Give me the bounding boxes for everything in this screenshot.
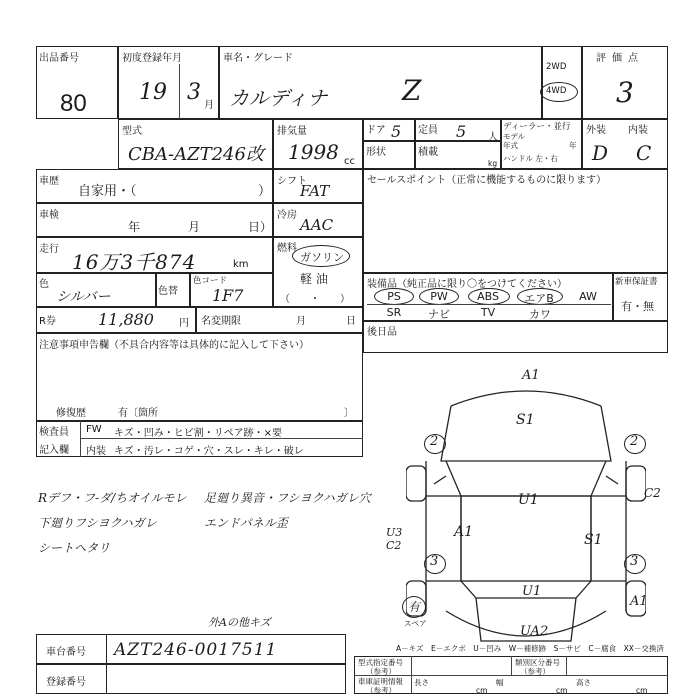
spec-cert-label: 車庫証明情報 <box>358 677 403 686</box>
spec-len-label: 長さ <box>414 678 429 687</box>
wheel-rl-mark: 3 <box>430 554 439 569</box>
displacement-unit: cc <box>344 156 355 167</box>
capacity-label: 定員 <box>418 125 438 136</box>
chassis-value: AZT246-0017511 <box>114 640 278 660</box>
spec-len-unit: cm <box>476 686 488 695</box>
shift-label: シフト <box>277 176 307 187</box>
spec-width-label: 幅 <box>496 678 504 687</box>
repair-value: 有〔箇所 <box>118 408 158 419</box>
equip-pw: PW <box>430 290 448 303</box>
note-line1a: Rデフ・フ-ダ/ちオイルモレ <box>38 491 187 505</box>
mileage-unit: km <box>233 259 249 270</box>
roof-shape <box>461 496 591 581</box>
equip-ps: PS <box>387 290 401 303</box>
doors-value: 5 <box>391 122 402 141</box>
history-value: 自家用・（ <box>78 184 137 199</box>
auction-sheet <box>36 46 668 694</box>
registration-year: 19 <box>139 80 167 105</box>
rear-seat-label: 後日品 <box>367 327 397 338</box>
fuel-paren: （ ・ ） <box>280 294 350 305</box>
deadline-label: 名変期限 <box>201 316 241 327</box>
spec-height-unit: cm <box>636 686 648 695</box>
fw-label: FW <box>86 424 102 435</box>
equip-ps-circle <box>374 288 414 305</box>
interior-value: C <box>636 141 652 165</box>
aircon-label: 冷房 <box>277 210 297 221</box>
equip-tv: TV <box>480 306 496 319</box>
score-value: 3 <box>616 76 634 109</box>
equip-abs-circle <box>468 288 510 305</box>
fuel-value: ガソリン <box>300 251 344 264</box>
rear-seat-cell <box>363 321 668 353</box>
model-year-unit: 年 <box>569 141 577 150</box>
wheel-fr-shape <box>626 466 646 501</box>
fuel-label: 燃料 <box>277 243 297 254</box>
car-name-value: カルディナ <box>229 86 328 110</box>
registration-label: 初度登録年月 <box>122 53 182 64</box>
drive-2wd: 2WD <box>546 62 567 72</box>
fw-items: キズ・凹み・ヒビ割・リペア跡・×要 <box>114 428 282 439</box>
warranty-value: 有・無 <box>621 300 654 313</box>
equip-leather: カワ <box>529 308 551 321</box>
sales-point-label: セールスポイント（正常に機能するものに限ります） <box>367 175 607 186</box>
exterior-value: D <box>592 141 609 165</box>
mark-side-left: A1 <box>454 524 474 540</box>
mark-rear-right: A1 <box>630 594 648 609</box>
wheel-fl-mark: 2 <box>430 434 439 449</box>
spec-class-label: 類別区分番号 <box>515 658 560 667</box>
drive-4wd: 4WD <box>546 86 567 96</box>
history-label: 車歴 <box>39 176 59 187</box>
lot-number: 80 <box>60 90 87 117</box>
inspection-month: 月 <box>188 220 201 234</box>
front-bumper-shape <box>451 391 601 406</box>
equipment-label: 装備品（純正品に限り〇をつけてください） <box>367 279 567 290</box>
car-grade-value: Z <box>402 74 422 107</box>
aircon-value: AAC <box>300 216 334 234</box>
mirror-right-shape <box>606 476 618 484</box>
chassis-label: 車台番号 <box>46 647 86 658</box>
recycle-label: R券 <box>39 316 56 327</box>
model-label: 型式 <box>122 126 142 137</box>
mark-top: A1 <box>522 368 540 383</box>
wheel-fr-mark: 2 <box>630 434 639 449</box>
entry-label: 記入欄 <box>39 445 69 456</box>
registration-month-unit: 月 <box>204 100 214 111</box>
mileage-label: 走行 <box>39 244 59 255</box>
equip-airbag: エアB <box>524 292 554 305</box>
color-change-label: 色替 <box>158 286 178 297</box>
fuel-option: 軽 油 <box>300 272 328 286</box>
mark-roof: U1 <box>518 492 539 508</box>
history-close: ） <box>258 184 272 199</box>
repair-label: 修復歴 <box>56 408 86 419</box>
car-name-label: 車名・グレード <box>223 53 293 64</box>
displacement-label: 排気量 <box>277 126 307 137</box>
notes-label: 注意事項申告欄（不具合内容等は具体的に記入して下さい） <box>39 340 309 351</box>
note-line3: シートヘタリ <box>38 541 111 555</box>
load-label: 積載 <box>418 147 438 158</box>
spec-model-label: 型式指定番号 <box>358 658 403 667</box>
regno-label: 登録番号 <box>46 677 86 688</box>
score-label: 評価点 <box>596 53 644 64</box>
mileage-value: 16万3千874 <box>72 250 197 274</box>
legend: A－キズ E－エクボ U－凹み W－補修跡 S－サビ C－腐食 XX－交換済 <box>396 644 664 653</box>
model-year-label2: 年式 <box>503 141 518 150</box>
history-cell <box>36 169 273 203</box>
doors-label: ドア <box>366 125 386 136</box>
mark-hood: S1 <box>516 412 535 428</box>
displacement-value: 1998 <box>288 140 339 164</box>
note-line4: 外Aの他キズ <box>208 616 271 629</box>
spec-v3 <box>566 656 567 675</box>
spec-ref3: （参考） <box>366 686 396 695</box>
interior-label: 内装 <box>628 125 648 136</box>
inspection-cell <box>36 203 273 237</box>
mark-bottom-left: 有 <box>408 600 421 614</box>
interior-insp-label: 内装 <box>86 446 106 457</box>
equip-abs: ABS <box>477 290 499 303</box>
shift-value: FAT <box>300 182 330 200</box>
lot-label: 出品番号 <box>39 53 79 64</box>
exterior-label: 外装 <box>586 125 606 136</box>
repair-close: 〕 <box>344 408 354 419</box>
interior-items: キズ・汚レ・コゲ・穴・スレ・キレ・破レ <box>114 446 304 457</box>
equip-airbag-circle <box>517 288 563 305</box>
spec-v1 <box>411 656 412 694</box>
mirror-left-shape <box>434 476 446 484</box>
inspection-day: 日） <box>248 220 273 234</box>
shape-label: 形状 <box>366 147 386 158</box>
inspector-vdivider <box>80 421 81 457</box>
wheel-fl-shape <box>406 466 426 501</box>
equip-aw: AW <box>579 290 597 303</box>
capacity-value: 5 <box>456 122 467 141</box>
windshield-shape <box>446 461 606 496</box>
inspection-label: 車検 <box>39 210 59 221</box>
note-line1b: 足廻り異音・フシヨクハガレ穴 <box>204 491 371 505</box>
handle-label: ハンドル 左・右 <box>503 154 558 163</box>
car-diagram <box>406 366 646 656</box>
spec-width-unit: cm <box>556 686 568 695</box>
mark-spare-note: スペア <box>404 619 427 628</box>
deadline-month: 月 <box>296 316 306 327</box>
equip-divider <box>367 304 611 305</box>
color-code-value: 1F7 <box>212 286 244 305</box>
inspector-label: 検査員 <box>39 427 69 438</box>
wheel-rr-mark: 3 <box>630 554 639 569</box>
mark-right-side: C2 <box>644 486 661 500</box>
note-line2b: エンドパネル歪 <box>204 516 288 530</box>
mark-rear: U1 <box>522 584 542 599</box>
recycle-unit: 円 <box>179 318 189 329</box>
inspection-year: 年 <box>128 220 141 234</box>
mark-rear-left: U3 C2 <box>386 526 403 552</box>
mark-side-right: S1 <box>584 532 603 548</box>
recycle-value: 11,880 <box>98 310 154 329</box>
spec-ref1: （参考） <box>366 667 396 676</box>
color-code-label: 色コード <box>193 276 228 286</box>
note-line2a: 下廻りフシヨクハガレ <box>38 516 157 530</box>
model-year-label1: モデル <box>503 132 526 141</box>
equip-pw-circle <box>419 288 459 305</box>
equip-sr: SR <box>386 306 402 319</box>
spec-height-label: 高さ <box>576 678 591 687</box>
load-unit: kg <box>488 159 498 168</box>
mark-bottom: UA2 <box>520 624 549 639</box>
equip-navi: ナビ <box>428 308 450 321</box>
deadline-day: 日 <box>346 316 356 327</box>
registration-divider <box>179 64 180 119</box>
color-value: シルバー <box>56 289 111 305</box>
capacity-unit: 人 <box>488 132 498 143</box>
dealer-label: ディーラー・並行 <box>503 122 571 132</box>
model-value: CBA-AZT246改 <box>128 144 264 165</box>
spec-ref2: （参考） <box>520 667 550 676</box>
warranty-label: 新車保証書 <box>615 277 658 287</box>
color-label: 色 <box>39 279 49 290</box>
spec-v2 <box>511 656 512 675</box>
registration-month: 3 <box>187 80 201 105</box>
